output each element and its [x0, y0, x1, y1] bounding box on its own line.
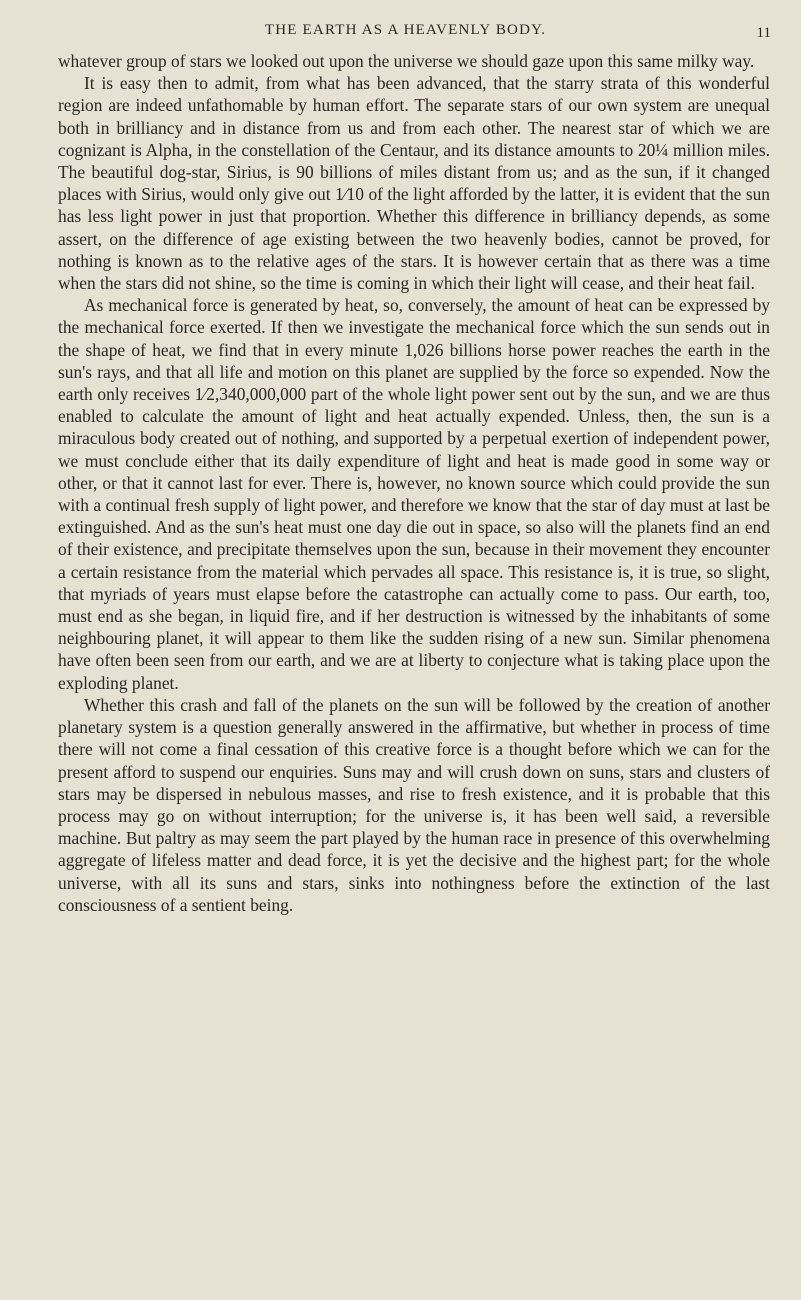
body-text: [58, 50, 770, 916]
paragraph-mechanical-force: As mechanical force is generated by heat, so, conversely, the amount of heat can be expressed by the mechanical force exerted. If then we investigate the mechanical force which the sun sends out in the shape of heat, we find that in every minute 1,026 billions horse power reaches the earth in the sun's rays, and that all life and motion on this planet are supplied by the force so expended. Now the earth only receives 1⁄2,340,000,000 part of the whole light power sent out by the sun, and we are thus enabled to calculate the amount of light and heat actually expended. Unless, then, the sun is a miraculous body created out of nothing, and supported by a perpetual exertion of independent power, we must conclude either that its daily expenditure of light and heat is made good in some way or other, or that it cannot last for ever. There is, however, no known source which could provide the sun with a continual fresh supply of light power, and therefore we know that the star of day must at last be extinguished. And as the sun's heat must one day die out in space, so also will the planets find an end of their existence, and precipitate themselves upon the sun, because in their movement they encounter a certain resistance from the material which pervades all space. This resistance is, it is true, so slight, that myriads of years must elapse before the catastrophe can actually come to pass. Our earth, too, must end as she began, in liquid fire, and if her destruction is witnessed by the inhabitants of some neighbouring planet, it will appear to them like the sudden rising of a new sun. Similar phenomena have often been seen from our earth, and we are at liberty to conjecture what is taking place upon the exploding planet.: [58, 295, 770, 693]
running-head: THE EARTH AS A HEAVENLY BODY.: [264, 22, 547, 38]
paragraph-planetary-crash: Whether this crash and fall of the planets on the sun will be followed by the creation of another planetary system is a question generally answered in the affirmative, but whether in process of time there will not come a final cessation of this creative force is a thought before which we can for the present afford to suspend our enquiries. Suns may and will crush down on suns, stars and clusters of stars may be dispersed in nebulous masses, and rise to fresh existence, and it is probable that this process may go on without interruption; for the universe is, it has been well said, a reversible machine. But paltry as may seem the part played by the human race in presence of this overwhelming aggregate of lifeless matter and dead force, it is yet the decisive and the highest part; for the whole universe, with all its suns and stars, sinks into nothingness before the extinction of the last consciousness of a sentient being.: [58, 694, 770, 915]
page-header: [40, 16, 771, 46]
page-number: 11: [756, 25, 771, 41]
paragraph-continued: whatever group of stars we looked out upon the universe we should gaze upon this same milky way.: [58, 51, 755, 71]
paragraph-starry-strata: It is easy then to admit, from what has been advanced, that the starry strata of this wonderful region are indeed unfathomable by human effort. The separate stars of our own system are unequal both in brilliancy and in distance from us and from each other. The nearest star of which we are cognizant is Alpha, in the constellation of the Centaur, and its distance amounts to 20¼ million miles. The beautiful dog-star, Sirius, is 90 billions of miles distant from us; and as the sun, if it changed places with Sirius, would only give out 1⁄10 of the light afforded by the latter, it is evident that the sun has less light power in just that proportion. Whether this difference in brilliancy depends, as some assert, on the difference of age existing between the two heavenly bodies, cannot be proved, for nothing is known as to the relative ages of the stars. It is however certain that as there was a time when the stars did not shine, so the time is coming in which their light will cease, and their heat fail.: [58, 73, 770, 294]
